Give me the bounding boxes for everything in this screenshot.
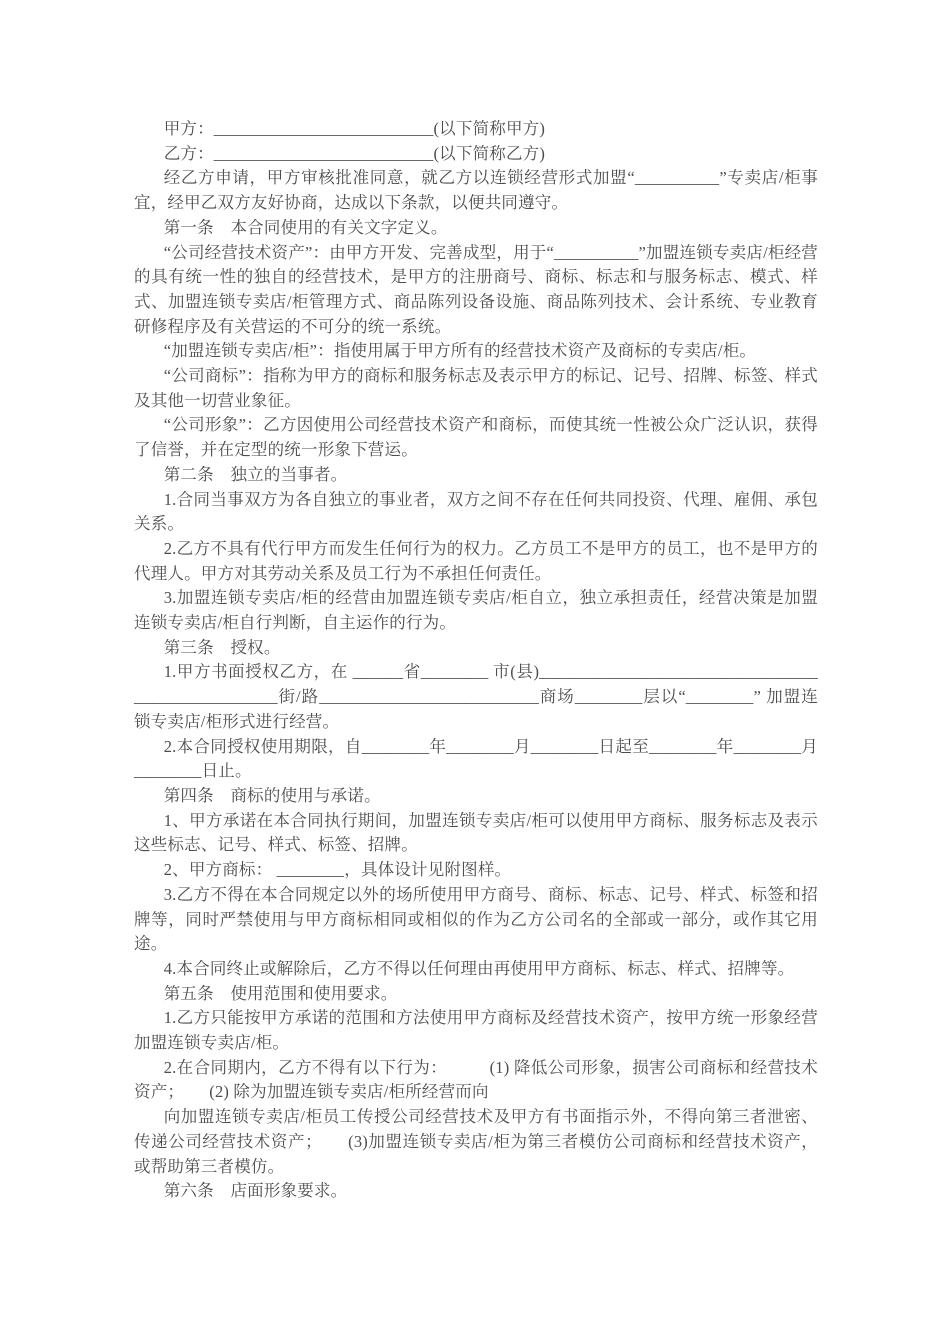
paragraph: 3.乙方不得在本合同规定以外的场所使用甲方商号、商标、标志、记号、样式、标签和招牌等，同时严禁使用与甲方商标相同或相似的作为乙方公司名的全部或一部分，或作其它用途。 (134, 884, 818, 954)
paragraph: “公司商标”：指称为甲方的商标和服务标志及表示甲方的标记、记号、招牌、标签、样式及其他一切营业象征。 (134, 366, 818, 410)
paragraph: 4.本合同终止或解除后，乙方不得以任何理由再使用甲方商标、标志、样式、招牌等。 (163, 958, 795, 978)
paragraph: 第六条 店面形象要求。 (163, 1181, 348, 1201)
paragraph: 第一条 本合同使用的有关文字定义。 (163, 217, 448, 237)
paragraph: 2.在合同期内，乙方不得有以下行为： (1) 降低公司形象，损害公司商标和经营技术资产； (2) 除为加盟连锁专卖店/柜所经营而向 (134, 1057, 818, 1102)
paragraph: 乙方：__________________________(以下简称乙方) (163, 143, 546, 163)
paragraph: 3.加盟连锁专卖店/柜的经营由加盟连锁专卖店/柜自立，独立承担责任，经营决策是加盟连锁专卖店/柜自行判断，自主运作的行为。 (134, 588, 818, 633)
paragraph: 1.甲方书面授权乙方，在 ______省________ 市(县)__________________________________________________街/路__________________________商场________层以“________” 加盟连锁专卖店/柜形式进行经营。 (134, 662, 818, 731)
paragraph: “公司形象”：乙方因使用公司经营技术资产和商标，而使其统一性被公众广泛认识，获得了信誉，并在定型的统一形象下营运。 (134, 415, 818, 460)
paragraph: 第五条 使用范围和使用要求。 (163, 983, 398, 1003)
paragraph: 2、甲方商标： ________，具体设计见附图样。 (163, 860, 512, 880)
paragraph: “公司经营技术资产”：由甲方开发、完善成型，用于“__________”加盟连锁专卖店/柜经营的具有统一性的独自的经营技术，是甲方的注册商号、商标、标志和与服务标志、模式、样式、加盟连锁专卖店/柜管理方式、商品陈列设备设施、商品陈列技术、会计系统、专业教育研修程序及有关营运的不可分的统一系统。 (134, 242, 818, 336)
paragraph: 第三条 授权。 (163, 637, 281, 657)
paragraph: 甲方：__________________________(以下简称甲方) (163, 119, 546, 138)
paragraph: 经乙方申请，甲方审核批准同意，就乙方以连锁经营形式加盟“__________”专卖店/柜事宜，经甲乙双方友好协商，达成以下条款，以便共同遵守。 (134, 168, 818, 213)
paragraph: 第二条 独立的当事者。 (163, 464, 348, 484)
paragraph: 1.合同当事双方为各自独立的事业者，双方之间不存在任何共同投资、代理、雇佣、承包关系。 (134, 489, 818, 534)
paragraph: 向加盟连锁专卖店/柜员工传授公司经营技术及甲方有书面指示外，不得向第三者泄密、传递公司经营技术资产； (3)加盟连锁专卖店/柜为第三者模仿公司商标和经营技术资产，或帮助第三者模仿。 (134, 1107, 818, 1176)
paragraph: 2.本合同授权使用期限，自________年________月________日起至________年________月________日止。 (134, 736, 818, 781)
paragraph: 1.乙方只能按甲方承诺的范围和方法使用甲方商标及经营技术资产，按甲方统一形象经营加盟连锁专卖店/柜。 (134, 1008, 818, 1053)
paragraph: 第四条 商标的使用与承诺。 (163, 785, 381, 805)
paragraph: 2.乙方不具有代行甲方而发生任何行为的权力。乙方员工不是甲方的员工，也不是甲方的代理人。甲方对其劳动关系及员工行为不承担任何责任。 (134, 538, 818, 583)
paragraph: 1、甲方承诺在本合同执行期间，加盟连锁专卖店/柜可以使用甲方商标、服务标志及表示这些标志、记号、样式、标签、招牌。 (134, 810, 818, 855)
paragraph: “加盟连锁专卖店/柜”：指使用属于甲方所有的经营技术资产及商标的专卖店/柜。 (163, 341, 757, 361)
